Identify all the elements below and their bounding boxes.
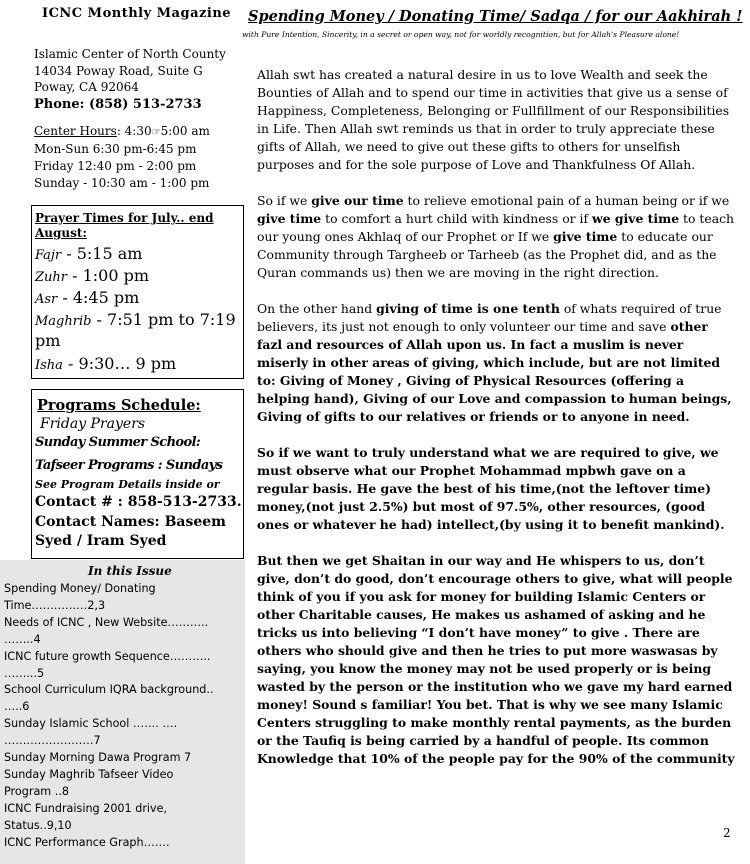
hours-label: Center Hours <box>34 124 117 138</box>
text-run-bold: But then we get Shaitan in our way and He whispers to us, don’t give, don’t do good, don’t encourage others to give, what will people think of you if you ask for money for building Islamic Centers or other Charitable causes, He makes us ashamed of asking and he tricks us into believing “I don’t have money” to give . There are others who should give and then he tries to put more waswasas by saying, you know the money may not be used properly or is being wasted by the person or the institution who we gave my hard earned money! Sound s familiar! You bet. That is why we see many Islamic Centers struggling to make monthly rental payments, as the burden or the Taufiq is being carried by a handful of people. Its common Knowledge that 10% of the people pay for the 90% of the community <box>257 553 735 766</box>
program-item: Sunday Summer School: <box>35 435 201 450</box>
prayer-name: Maghrib <box>35 314 92 329</box>
program-item: Tafseer Programs : Sundays <box>35 458 223 473</box>
hours-line: Friday 12:40 pm - 2:00 pm <box>34 159 197 173</box>
text-run: to comfort a hurt child with kindness or if <box>321 211 593 226</box>
program-item: See Program Details inside or <box>35 478 220 491</box>
issue-list <box>4 581 244 852</box>
contact-names-cont: Syed / Iram Syed <box>35 533 167 549</box>
prayer-row-isha <box>35 354 176 373</box>
issue-item[interactable]: Sunday Morning Dawa Program 7 <box>4 751 192 765</box>
prayer-row-fajr <box>35 244 142 263</box>
text-run: On the other hand <box>257 301 377 316</box>
prayer-time: pm <box>35 331 61 350</box>
hand-icon: ☞ <box>151 127 161 138</box>
prayer-name: Isha <box>35 358 63 373</box>
hours-first: : 4:30 <box>116 124 152 138</box>
hours-first-rest: 5:00 am <box>160 124 210 138</box>
text-run-bold: give time <box>257 211 322 226</box>
article-paragraph <box>257 444 737 534</box>
issue-item[interactable]: ICNC Performance Graph……. <box>4 835 170 849</box>
issue-item[interactable]: Spending Money/ Donating <box>4 582 156 595</box>
address-line: Islamic Center of North County <box>34 47 226 61</box>
issue-item[interactable]: ICNC future growth Sequence……….. <box>4 649 211 663</box>
prayer-row-zuhr <box>35 266 149 285</box>
issue-item[interactable]: Needs of ICNC , New Website……….. <box>4 615 209 629</box>
address-line: 14034 Poway Road, Suite G <box>34 63 203 78</box>
prayer-time: - 4:45 pm <box>57 288 140 307</box>
hours-line: Sunday - 10:30 am - 1:00 pm <box>34 176 210 190</box>
programs-heading: Programs Schedule: <box>37 397 201 414</box>
hours-first-line <box>34 123 210 141</box>
text-run-bold: giving of time is one tenth <box>376 301 560 316</box>
text-run: to relieve emotional pain of a human being or if we <box>403 193 730 208</box>
prayer-row-maghrib-cont <box>35 331 60 350</box>
prayer-time: - 5:15 am <box>61 244 143 263</box>
magazine-title: ICNC Monthly Magazine <box>42 6 232 21</box>
issue-item[interactable]: Sunday Islamic School ……. …. <box>4 717 178 731</box>
phone-number: Phone: (858) 513-2733 <box>34 97 202 112</box>
issue-item[interactable]: Status..9,10 <box>4 818 72 832</box>
issue-item[interactable]: School Curriculum IQRA background.. <box>4 683 214 697</box>
center-hours <box>34 123 210 192</box>
text-run-bold: So if we want to truly understand what we are required to give, we must observe what our Prophet Mohammad mpbwh gave on a regular basis. He gave the best of his time,(not the leftover time) money,(not just 2.5%) but most of 97.5%, other resources, (good ones or whatever he had) intellect,(by using it to benefit mankind). <box>257 445 725 532</box>
article-paragraph <box>257 300 737 426</box>
issue-item[interactable]: ……...5 <box>4 666 45 680</box>
text-run-bold: we give time <box>592 211 680 226</box>
article-subtitle: with Pure Intention, Sincerity, in a secret or open way, not for worldly recognition, but for Allah's Pleasure alone! <box>242 30 680 39</box>
prayer-times-header: Prayer Times for July.. end August: <box>35 211 214 240</box>
text-run-bold: give time <box>553 229 618 244</box>
issue-heading: In this Issue <box>88 564 172 578</box>
text-run: to teach our young ones Akhlaq of our Prophet or If we <box>257 211 735 244</box>
prayer-time: - 1:00 pm <box>67 266 150 285</box>
prayer-row-maghrib <box>35 310 236 329</box>
in-this-issue-panel <box>0 560 245 864</box>
issue-item[interactable]: …..6 <box>4 700 30 714</box>
article-title: Spending Money / Donating Time/ Sadqa / for our Aakhirah ! <box>248 8 743 25</box>
issue-item[interactable]: Sunday Maghrib Tafseer Video <box>4 767 174 781</box>
programs-box <box>31 389 244 559</box>
issue-item[interactable]: ……..4 <box>4 632 41 646</box>
prayer-name: Fajr <box>35 248 62 263</box>
issue-item[interactable]: ……………………7 <box>4 734 101 748</box>
address-block <box>34 46 226 96</box>
article-paragraph <box>257 552 737 768</box>
prayer-times-box <box>31 205 244 379</box>
issue-item[interactable]: ICNC Fundraising 2001 drive, <box>4 801 168 815</box>
prayer-row-asr <box>35 288 139 307</box>
text-run: to educate our Community through Targheeb or Tarheeb (as the Prophet did, and as the Quran commands us) then we are moving in the right direction. <box>257 229 717 280</box>
prayer-name: Zuhr <box>35 270 67 285</box>
text-run: of whats required of true believers, its just not enough to only volunteer our time and save <box>257 301 722 334</box>
article-paragraph: Allah swt has created a natural desire in us to love Wealth and seek the Bounties of Allah and to spend our time in activities that give us a sense of Happiness, Completeness, Belonging or Fullfillment of our Responsibilities in Life. Then Allah swt reminds us that in order to truly appreciate these gifts of Allah, we need to give out these gifts to others for unselfish purposes and for the sole purpose of Love and Thankfulness Of Allah. <box>257 67 730 172</box>
prayer-time: - 7:51 pm to 7:19 <box>91 310 236 329</box>
article-paragraph <box>257 192 737 282</box>
contact-names: Contact Names: Baseem <box>35 514 226 530</box>
text-run-bold: give our time <box>311 193 404 208</box>
prayer-time: - 9:30… 9 pm <box>62 354 177 373</box>
address-line: Poway, CA 92064 <box>34 80 139 94</box>
text-run: So if we <box>257 193 312 208</box>
page-number: 2 <box>723 826 731 840</box>
issue-item[interactable]: Program ..8 <box>4 784 69 798</box>
program-item: Friday Prayers <box>40 416 146 432</box>
article-body <box>257 66 737 786</box>
contact-number: Contact # : 858-513-2733. <box>35 494 242 510</box>
text-run-bold: other fazl and resources of Allah upon us. In fact a muslim is never miserly in other areas of giving, which include, but are not limited to: Giving of Money , Giving of Physical Resources (offering a helping hand), Giving of our Love and compassion to human beings, Giving of gifts to our relatives or friends or to anyone in need. <box>257 319 732 424</box>
issue-item[interactable]: Time……………2,3 <box>4 598 106 612</box>
hours-line: Mon-Sun 6:30 pm-6:45 pm <box>34 142 197 156</box>
prayer-name: Asr <box>35 292 58 307</box>
